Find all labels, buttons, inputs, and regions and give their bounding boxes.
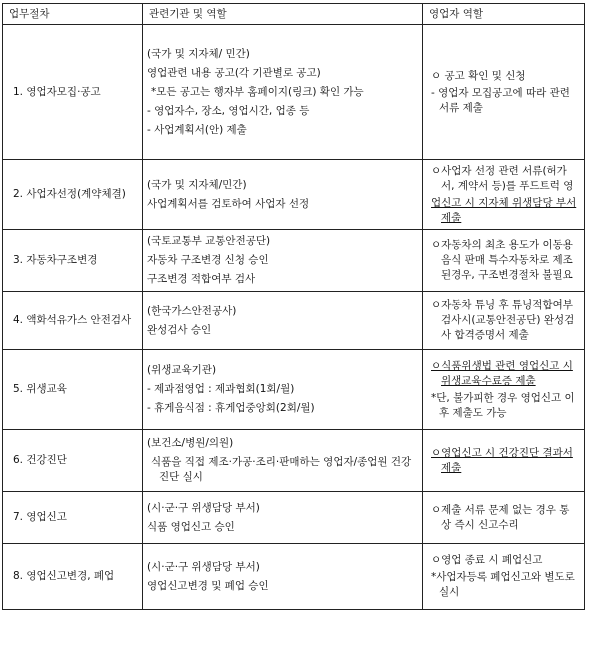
operator-cell (423, 430, 585, 492)
agency-line: 완성검사 승인 (147, 323, 212, 336)
table-row (3, 292, 585, 350)
operator-line: ㅇ자동차 튜닝 후 튜닝적합여부 검사시(교통안전공단) 완성검사 합격증명서 제출 (431, 299, 575, 341)
agency-line: *모든 공고는 행자부 홈페이지(링크) 확인 가능 (151, 85, 364, 98)
agency-cell (143, 292, 423, 350)
operator-cell (423, 492, 585, 544)
agency-line: - 제과점영업 : 제과협회(1회/월) (147, 383, 295, 395)
table-row (3, 350, 585, 430)
operator-line: 업신고 시 지자체 위생담당 부서 제출 (431, 196, 577, 224)
agency-cell (143, 230, 423, 292)
header-operator: 영업자 역할 (423, 4, 585, 25)
agency-cell (143, 160, 423, 230)
operator-line: ㅇ영업 종료 시 폐업신고 (431, 554, 543, 566)
agency-line: (국가 및 지자체/ 민간) (147, 47, 250, 60)
table-row (3, 160, 585, 230)
table-row (3, 230, 585, 292)
agency-line: 자동차 구조변경 신청 승인 (147, 254, 269, 266)
table-row (3, 544, 585, 610)
operator-line: ㅇ제출 서류 문제 없는 경우 통상 즉시 신고수리 (431, 503, 570, 531)
operator-line: *사업자등록 폐업신고와 별도로 실시 (431, 571, 575, 598)
agency-cell (143, 25, 423, 160)
operator-line: ㅇ사업자 선정 관련 서류(허가서, 계약서 등)를 푸드트럭 영 (431, 164, 574, 192)
stage-cell: 2. 사업자선정(계약체결) (3, 160, 143, 230)
agency-line: 영업신고변경 및 폐업 승인 (147, 579, 269, 592)
operator-line: ㅇ 공고 확인 및 신청 (431, 69, 526, 82)
agency-line: (시·군·구 위생담당 부서) (147, 560, 260, 573)
operator-cell (423, 230, 585, 292)
table-row (3, 430, 585, 492)
table-header-row (3, 4, 585, 25)
header-stage: 업무절차 (3, 4, 143, 25)
header-agency: 관련기관 및 역할 (143, 4, 423, 25)
agency-line: - 사업계획서(안) 제출 (147, 123, 247, 136)
operator-cell (423, 544, 585, 610)
agency-line: 구조변경 적합여부 검사 (147, 273, 256, 285)
stage-cell: 6. 건강진단 (3, 430, 143, 492)
agency-line: - 영업자수, 장소, 영업시간, 업종 등 (147, 104, 310, 117)
operator-line: ㅇ식품위생법 관련 영업신고 시 위생교육수료증 제출 (431, 359, 573, 387)
agency-line: (국가 및 지자체/민간) (147, 178, 247, 191)
procedure-table (2, 3, 585, 610)
stage-cell: 4. 액화석유가스 안전검사 (3, 292, 143, 350)
agency-line: (위생교육기관) (147, 364, 217, 376)
agency-cell (143, 544, 423, 610)
agency-line: 사업계획서를 검토하여 사업자 선정 (147, 197, 310, 210)
stage-cell: 3. 자동차구조변경 (3, 230, 143, 292)
operator-line: *단, 불가피한 경우 영업신고 이후 제출도 가능 (431, 391, 575, 419)
agency-line: - 휴게음식점 : 휴게업중앙회(2회/월) (147, 402, 315, 414)
stage-cell: 8. 영업신고변경, 폐업 (3, 544, 143, 610)
agency-line: (보건소/병원/의원) (147, 437, 234, 449)
agency-cell (143, 430, 423, 492)
stage-cell: 5. 위생교육 (3, 350, 143, 430)
operator-cell (423, 350, 585, 430)
operator-line: ㅇ영업신고 시 건강진단 결과서 제출 (431, 446, 573, 474)
agency-line: (한국가스안전공사) (147, 304, 237, 317)
agency-line: (시·군·구 위생담당 부서) (147, 501, 260, 514)
agency-line: 식품 영업신고 승인 (147, 520, 235, 533)
table-row (3, 25, 585, 160)
operator-cell (423, 160, 585, 230)
agency-cell (143, 492, 423, 544)
operator-cell (423, 292, 585, 350)
stage-cell: 7. 영업신고 (3, 492, 143, 544)
operator-cell (423, 25, 585, 160)
operator-line: - 영업자 모집공고에 따라 관련 서류 제출 (431, 86, 570, 114)
agency-line: 영업관련 내용 공고(각 기관별로 공고) (147, 66, 321, 79)
agency-cell (143, 350, 423, 430)
table-row (3, 492, 585, 544)
operator-line: ㅇ자동차의 최초 용도가 이동용 음식 판매 특수자동차로 제조된경우, 구조변경절차 불필요 (431, 239, 573, 281)
stage-cell: 1. 영업자모집·공고 (3, 25, 143, 160)
agency-line: (국토교통부 교통안전공단) (147, 235, 271, 247)
agency-line: 식품을 직접 제조·가공·조리·판매하는 영업자/종업원 건강진단 실시 (151, 456, 412, 483)
